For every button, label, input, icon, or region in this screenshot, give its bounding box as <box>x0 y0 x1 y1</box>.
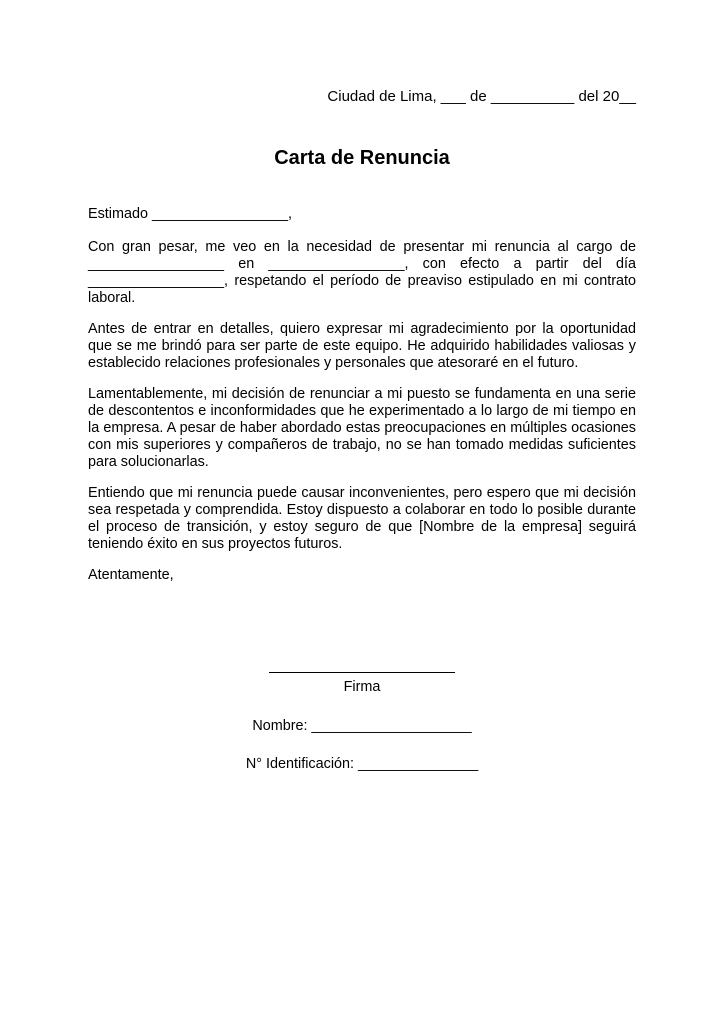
signature-line <box>269 668 455 673</box>
paragraph-reasons: Lamentablemente, mi decisión de renunciar a mi puesto se fundamenta en una serie de descontentos e inconformidades que he experimentado a lo largo de mi tiempo en la empresa. A pesar de haber abordado estas preocupaciones en múltiples ocasiones con mis superiores y compañeros de trabajo, no se han tomado medidas suficientes para solucionarlas. <box>88 386 636 470</box>
paragraph-resignation: Con gran pesar, me veo en la necesidad de presentar mi renuncia al cargo de _________________ en _________________, con efecto a partir del día _________________, respetando el período de preaviso estipulado en mi contrato laboral. <box>88 239 636 306</box>
date-line: Ciudad de Lima, ___ de __________ del 20__ <box>327 88 636 105</box>
paragraph-gratitude: Antes de entrar en detalles, quiero expresar mi agradecimiento por la oportunidad que se me brindó para ser parte de este equipo. He adquirido habilidades valiosas y establecido relaciones profesionales y personales que atesoraré en el futuro. <box>88 321 636 371</box>
paragraph-transition: Entiendo que mi renuncia puede causar inconvenientes, pero espero que mi decisión sea respetada y comprendida. Estoy dispuesto a colaborar en todo lo posible durante el proceso de transición, y estoy seguro de que [Nombre de la empresa] seguirá teniendo éxito en sus proyectos futuros. <box>88 485 636 552</box>
greeting: Estimado _________________, <box>88 206 293 222</box>
signature-block <box>0 668 724 773</box>
letter-body <box>88 206 636 598</box>
name-field: Nombre: ____________________ <box>252 718 472 734</box>
closing: Atentamente, <box>88 567 174 583</box>
signature-label: Firma <box>343 679 381 695</box>
letter-title: Carta de Renuncia <box>274 147 450 169</box>
id-field: N° Identificación: _______________ <box>245 756 479 772</box>
